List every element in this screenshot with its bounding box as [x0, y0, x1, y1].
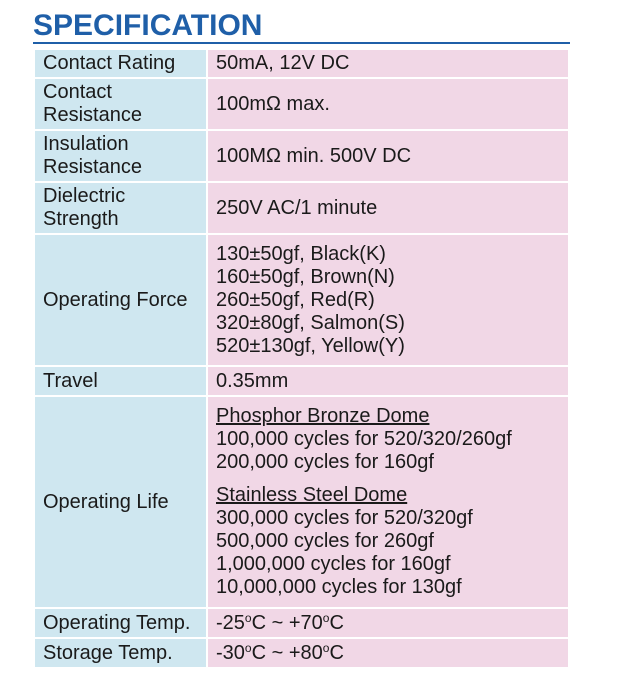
temp-separator: ~ — [266, 641, 289, 664]
table-row — [34, 638, 569, 668]
temp-unit: C — [251, 641, 267, 664]
row-label: Travel — [34, 366, 207, 396]
label-line: Dielectric — [43, 185, 126, 207]
row-label — [34, 182, 207, 234]
life-line: 300,000 cycles for 520/320gf — [216, 507, 473, 529]
row-value — [207, 396, 569, 608]
force-line: 130±50gf, Black(K) — [216, 242, 386, 265]
temp-low: -25 — [216, 611, 245, 634]
table-row — [34, 49, 569, 78]
table-row — [34, 366, 569, 396]
temp-low: -30 — [216, 641, 245, 664]
degree-sign: o — [322, 610, 330, 625]
force-line: 160±50gf, Brown(N) — [216, 265, 395, 288]
force-line: 320±80gf, Salmon(S) — [216, 311, 405, 334]
force-line: 260±50gf, Red(R) — [216, 288, 375, 311]
label-line: Resistance — [43, 104, 142, 126]
specification-table — [33, 48, 570, 669]
row-label: Contact Rating — [34, 49, 207, 78]
label-line: Insulation — [43, 133, 129, 155]
temp-separator: ~ — [266, 611, 289, 634]
degree-sign: o — [244, 640, 252, 655]
table-row — [34, 608, 569, 638]
row-value: 50mA, 12V DC — [207, 49, 569, 78]
row-value: 250V AC/1 minute — [207, 182, 569, 234]
row-value — [207, 234, 569, 366]
row-label: Operating Life — [34, 396, 207, 608]
table-row — [34, 182, 569, 234]
life-line: 200,000 cycles for 160gf — [216, 451, 434, 473]
label-line: Contact — [43, 81, 112, 103]
table-row — [34, 130, 569, 182]
label-line: Strength — [43, 208, 119, 230]
stainless-steel-heading: Stainless Steel Dome — [216, 484, 408, 506]
temp-unit: C — [329, 611, 344, 634]
page-title: SPECIFICATION — [33, 9, 263, 42]
row-label: Storage Temp. — [34, 638, 207, 668]
row-value: 100mΩ max. — [207, 78, 569, 130]
life-line: 500,000 cycles for 260gf — [216, 530, 434, 552]
life-line: 100,000 cycles for 520/320/260gf — [216, 428, 512, 450]
temp-high: +80 — [288, 641, 323, 664]
life-line: 1,000,000 cycles for 160gf — [216, 553, 451, 575]
temp-unit: C — [329, 641, 344, 664]
life-line: 10,000,000 cycles for 130gf — [216, 576, 462, 598]
phosphor-bronze-heading: Phosphor Bronze Dome — [216, 405, 430, 427]
spacer — [216, 474, 568, 484]
title-underline — [33, 42, 570, 44]
table-row — [34, 234, 569, 366]
force-line: 520±130gf, Yellow(Y) — [216, 334, 405, 357]
degree-sign: o — [322, 640, 330, 655]
temp-high: +70 — [288, 611, 323, 634]
row-label: Operating Force — [34, 234, 207, 366]
row-label: Operating Temp. — [34, 608, 207, 638]
degree-sign: o — [244, 610, 252, 625]
table-row — [34, 396, 569, 608]
row-value — [207, 638, 569, 668]
row-value: 0.35mm — [207, 366, 569, 396]
row-label — [34, 78, 207, 130]
label-line: Resistance — [43, 156, 142, 178]
row-value: 100MΩ min. 500V DC — [207, 130, 569, 182]
table-row — [34, 78, 569, 130]
row-value — [207, 608, 569, 638]
temp-unit: C — [251, 611, 267, 634]
row-label — [34, 130, 207, 182]
